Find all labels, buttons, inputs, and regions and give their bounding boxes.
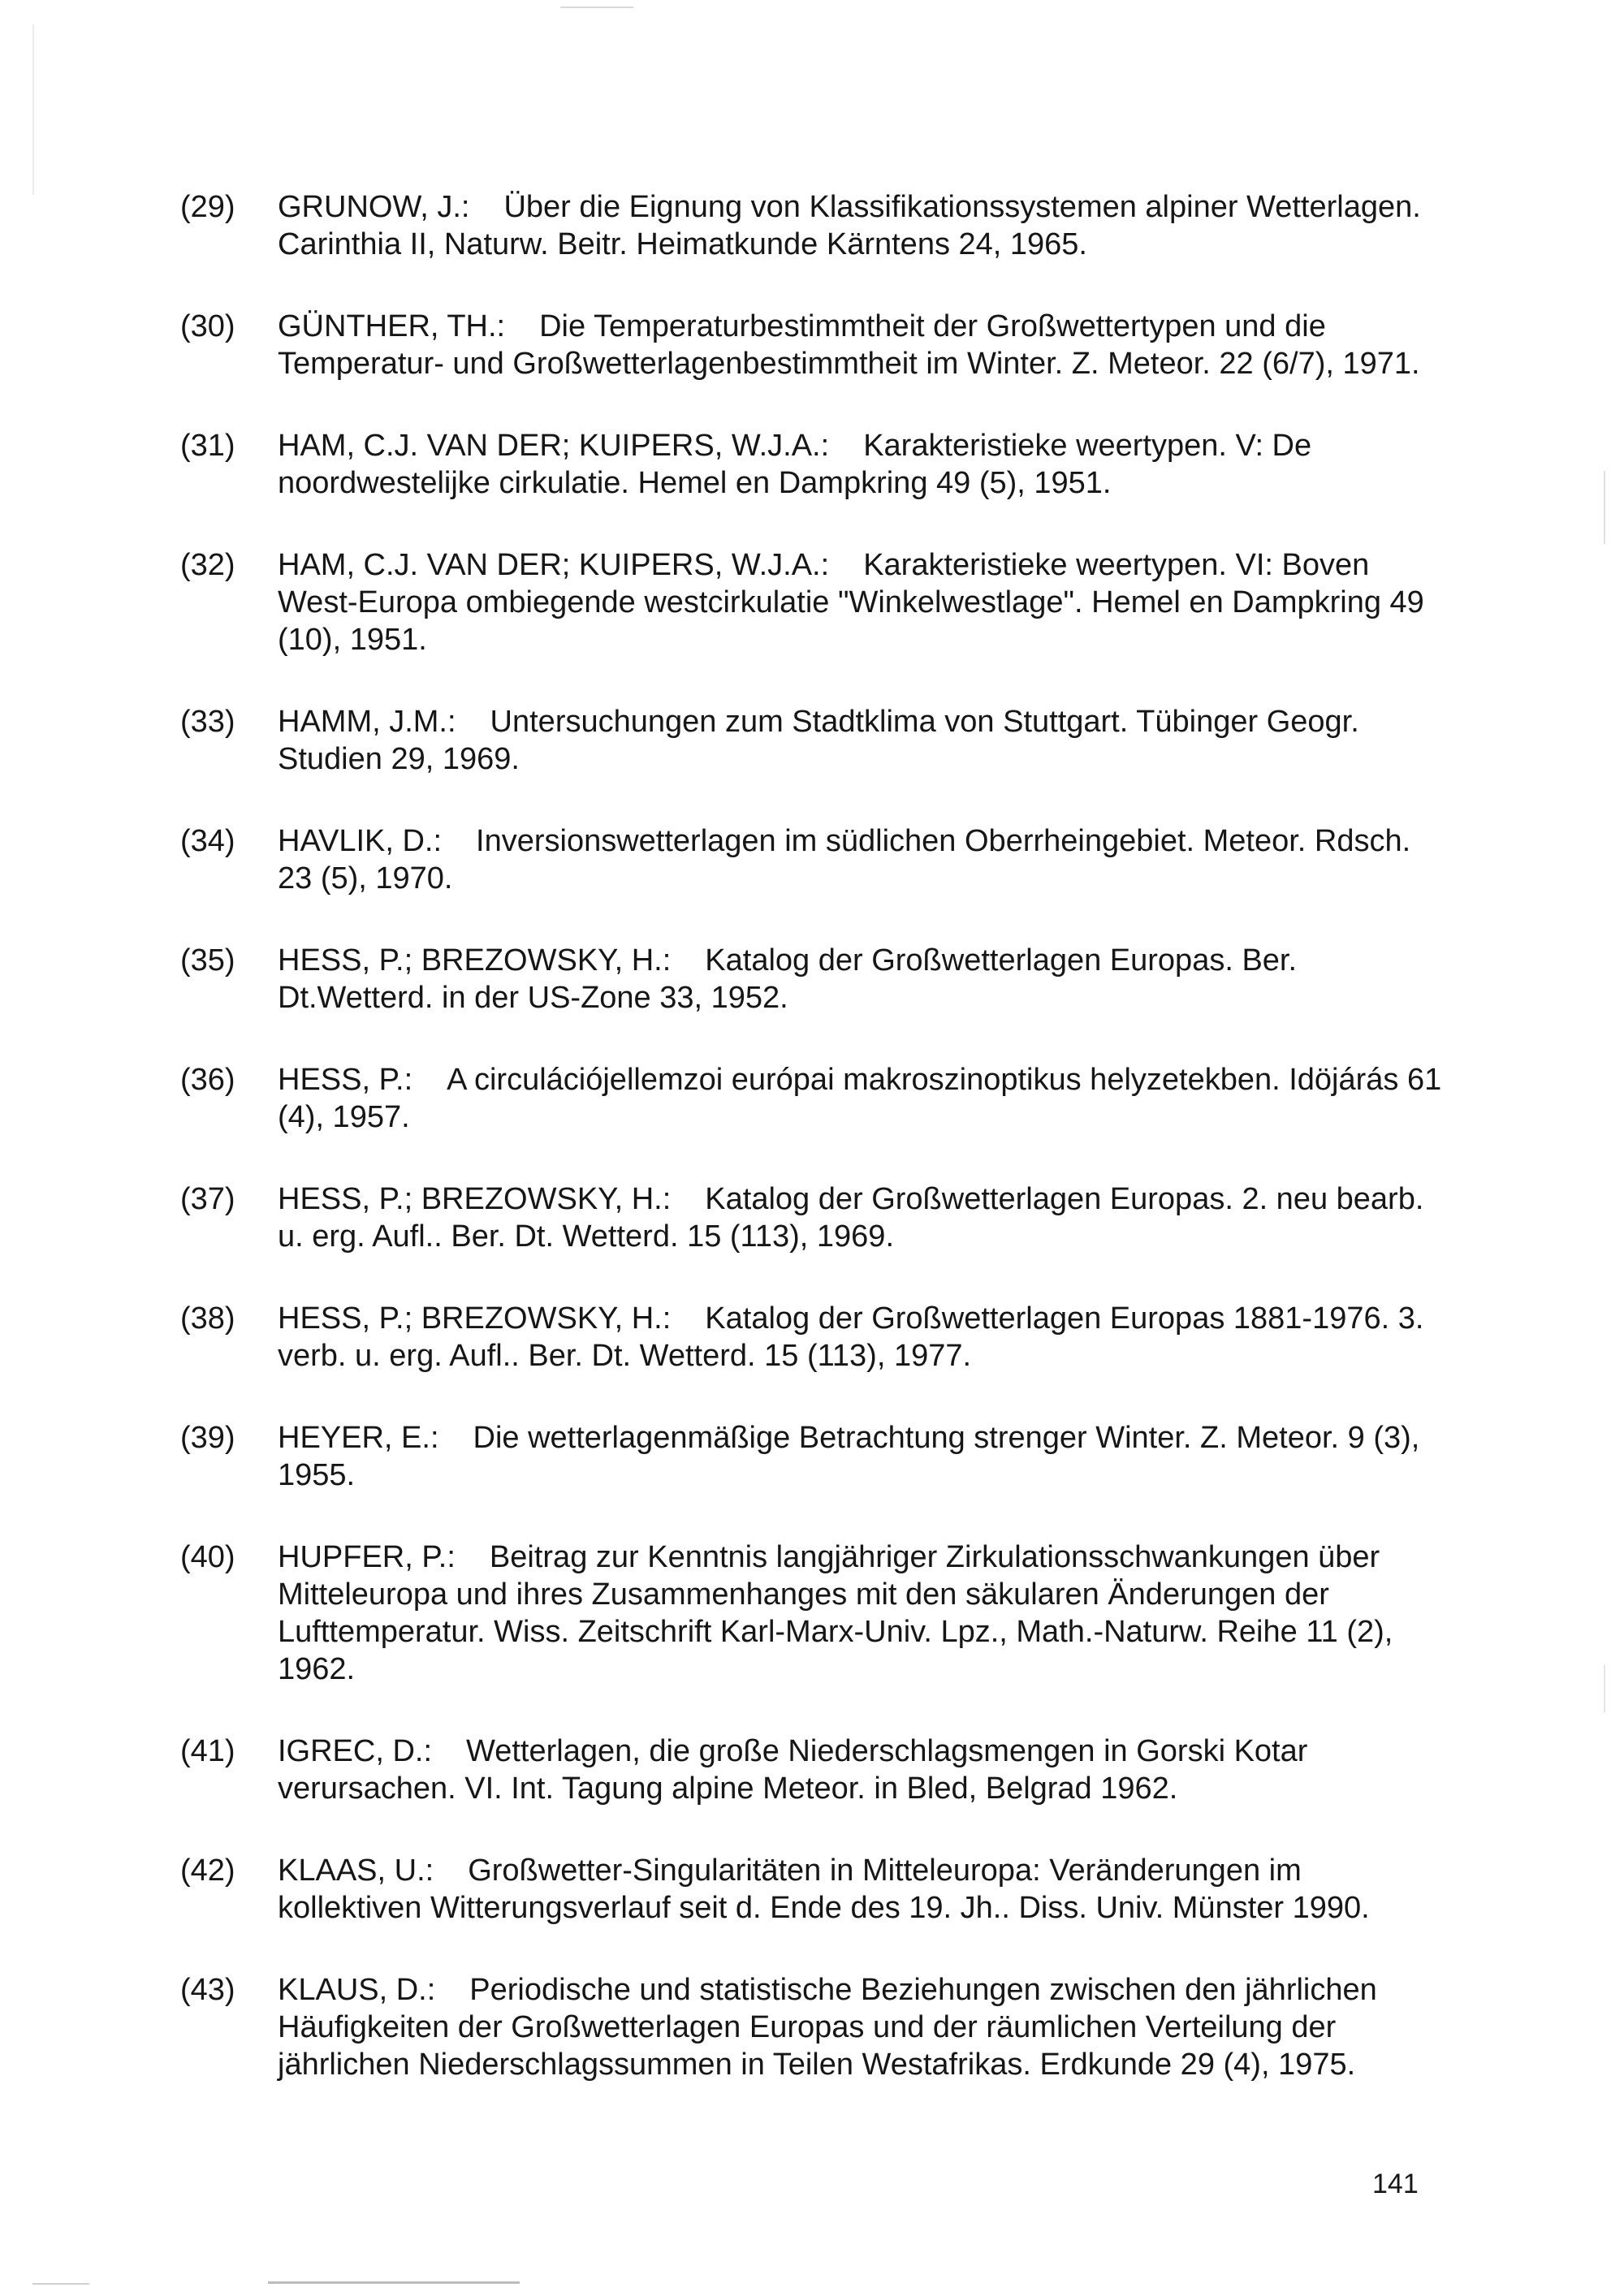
reference-entry bbox=[180, 703, 1447, 778]
reference-author: GRUNOW, J.: bbox=[278, 190, 470, 224]
reference-author: HAMM, J.M.: bbox=[278, 705, 456, 739]
scan-artifact-top bbox=[560, 6, 633, 8]
reference-entry bbox=[180, 1971, 1447, 2083]
scan-artifact-bottom-left bbox=[32, 2283, 89, 2285]
reference-number: (37) bbox=[180, 1182, 235, 1216]
reference-body bbox=[278, 1419, 1447, 1494]
reference-text: Die wetterlagenmäßige Betrachtung strenger Winter. Z. Meteor. 9 (3), 1955. bbox=[278, 1421, 1420, 1492]
reference-body bbox=[278, 427, 1447, 502]
reference-text: Großwetter-Singularitäten in Mitteleuropa: Veränderungen im kollektiven Witterungsverlauf seit d. Ende des 19. Jh.. Diss. Univ. Münster 1990. bbox=[278, 1854, 1370, 1925]
reference-number: (34) bbox=[180, 824, 235, 858]
reference-text: Katalog der Großwetterlagen Europas. Ber. Dt.Wetterd. in der US-Zone 33, 1952. bbox=[278, 943, 1298, 1015]
reference-body bbox=[278, 1300, 1447, 1375]
scan-artifact-right bbox=[1604, 471, 1605, 544]
reference-entry bbox=[180, 188, 1447, 263]
reference-number: (43) bbox=[180, 1973, 235, 2007]
reference-author: HEYER, E.: bbox=[278, 1421, 439, 1455]
reference-text: Wetterlagen, die große Niederschlagsmengen in Gorski Kotar verursachen. VI. Int. Tagung alpine Meteor. in Bled, Belgrad 1962. bbox=[278, 1734, 1308, 1806]
reference-number: (31) bbox=[180, 429, 235, 463]
reference-number: (29) bbox=[180, 190, 235, 224]
reference-number: (36) bbox=[180, 1063, 235, 1097]
reference-text: Beitrag zur Kenntnis langjähriger Zirkulationsschwankungen über Mitteleuropa und ihres Zusammenhanges mit den säkularen Änderungen der Lufttemperatur. Wiss. Zeitschrift Karl-Marx-Univ. Lpz., Math.-Naturw. Reihe 11 (2), 1962. bbox=[278, 1540, 1393, 1686]
reference-author: HAM, C.J. VAN DER; KUIPERS, W.J.A.: bbox=[278, 548, 830, 582]
reference-number: (39) bbox=[180, 1421, 235, 1455]
reference-body bbox=[278, 822, 1447, 897]
reference-number: (40) bbox=[180, 1540, 235, 1574]
reference-number: (32) bbox=[180, 548, 235, 582]
reference-author: HESS, P.; BREZOWSKY, H.: bbox=[278, 1182, 672, 1216]
reference-author: KLAUS, D.: bbox=[278, 1973, 436, 2007]
reference-body bbox=[278, 1971, 1447, 2083]
reference-body bbox=[278, 546, 1447, 658]
reference-entry bbox=[180, 427, 1447, 502]
reference-author: HESS, P.; BREZOWSKY, H.: bbox=[278, 1301, 672, 1336]
reference-author: HUPFER, P.: bbox=[278, 1540, 456, 1574]
reference-text: Die Temperaturbestimmtheit der Großwettertypen und die Temperatur- und Großwetterlagenbestimmtheit im Winter. Z. Meteor. 22 (6/7), 1971. bbox=[278, 309, 1420, 381]
reference-author: HAVLIK, D.: bbox=[278, 824, 443, 858]
reference-body bbox=[278, 1539, 1447, 1688]
scan-artifact-left bbox=[32, 24, 34, 195]
reference-entry bbox=[180, 1300, 1447, 1375]
reference-number: (41) bbox=[180, 1734, 235, 1768]
reference-body bbox=[278, 1852, 1447, 1927]
reference-text: A circulációjellemzoi európai makroszinoptikus helyzetekben. Idöjárás 61 (4), 1957. bbox=[278, 1063, 1442, 1134]
reference-entry bbox=[180, 1733, 1447, 1807]
page-number: 141 bbox=[1372, 2169, 1419, 2199]
reference-body bbox=[278, 942, 1447, 1016]
reference-author: HESS, P.: bbox=[278, 1063, 413, 1097]
reference-text: Katalog der Großwetterlagen Europas. 2. neu bearb. u. erg. Aufl.. Ber. Dt. Wetterd. 15 (113), 1969. bbox=[278, 1182, 1424, 1254]
reference-text: Über die Eignung von Klassifikationssystemen alpiner Wetterlagen. Carinthia II, Naturw. Beitr. Heimatkunde Kärntens 24, 1965. bbox=[278, 190, 1421, 261]
reference-entry bbox=[180, 546, 1447, 658]
reference-number: (35) bbox=[180, 943, 235, 978]
reference-number: (38) bbox=[180, 1301, 235, 1336]
reference-entry bbox=[180, 1180, 1447, 1255]
reference-author: IGREC, D.: bbox=[278, 1734, 433, 1768]
reference-body bbox=[278, 1061, 1447, 1136]
reference-text: Katalog der Großwetterlagen Europas 1881-1976. 3. verb. u. erg. Aufl.. Ber. Dt. Wetterd. 15 (113), 1977. bbox=[278, 1301, 1424, 1373]
scan-artifact-bottom bbox=[268, 2281, 520, 2284]
reference-body bbox=[278, 1733, 1447, 1807]
reference-body bbox=[278, 308, 1447, 382]
reference-body bbox=[278, 703, 1447, 778]
reference-body bbox=[278, 188, 1447, 263]
reference-text: Karakteristieke weertypen. VI: Boven West-Europa ombiegende westcirkulatie "Winkelwestlage". Hemel en Dampkring 49 (10), 1951. bbox=[278, 548, 1424, 657]
reference-list bbox=[180, 188, 1447, 2128]
reference-entry bbox=[180, 1852, 1447, 1927]
reference-text: Periodische und statistische Beziehungen zwischen den jährlichen Häufigkeiten der Großwetterlagen Europas und der räumlichen Verteilung der jährlichen Niederschlagssummen in Teilen Westafrikas. Erdkunde 29 (4), 1975. bbox=[278, 1973, 1377, 2082]
reference-entry bbox=[180, 942, 1447, 1016]
reference-author: HESS, P.; BREZOWSKY, H.: bbox=[278, 943, 672, 978]
reference-number: (30) bbox=[180, 309, 235, 343]
reference-entry bbox=[180, 1419, 1447, 1494]
reference-author: GÜNTHER, TH.: bbox=[278, 309, 506, 343]
reference-text: Inversionswetterlagen im südlichen Oberrheingebiet. Meteor. Rdsch. 23 (5), 1970. bbox=[278, 824, 1411, 896]
reference-entry bbox=[180, 308, 1447, 382]
reference-entry bbox=[180, 1061, 1447, 1136]
reference-text: Untersuchungen zum Stadtklima von Stuttgart. Tübinger Geogr. Studien 29, 1969. bbox=[278, 705, 1359, 776]
reference-number: (42) bbox=[180, 1854, 235, 1888]
reference-entry bbox=[180, 822, 1447, 897]
reference-author: KLAAS, U.: bbox=[278, 1854, 434, 1888]
reference-number: (33) bbox=[180, 705, 235, 739]
scan-artifact-right-lower bbox=[1604, 1664, 1605, 1713]
reference-body bbox=[278, 1180, 1447, 1255]
reference-text: Karakteristieke weertypen. V: De noordwestelijke cirkulatie. Hemel en Dampkring 49 (5), 1951. bbox=[278, 429, 1312, 500]
reference-author: HAM, C.J. VAN DER; KUIPERS, W.J.A.: bbox=[278, 429, 830, 463]
reference-entry bbox=[180, 1539, 1447, 1688]
